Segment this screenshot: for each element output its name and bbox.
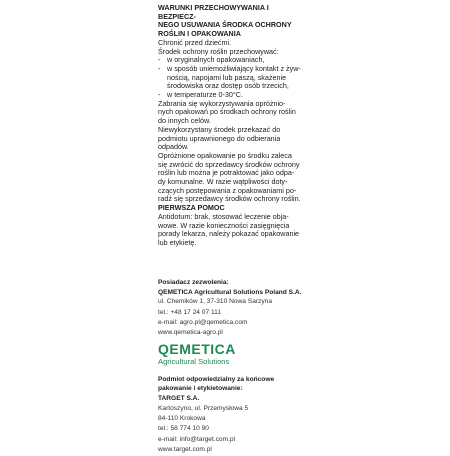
packer-email: e-mail: info@target.com.pl — [158, 435, 236, 443]
holder-email: e-mail: agro.pl@qemetica.com — [158, 319, 248, 326]
empty-packaging-line: roślin lub można je potraktować jako odpa- — [158, 168, 295, 178]
packer-address-line-2: 84-110 Krokowa — [158, 415, 206, 422]
list-item-text: w sposób uniemożliwiający kontakt z żyw- — [167, 63, 301, 73]
packer-company: TARGET S.A. — [158, 395, 200, 402]
packer-phone: tel.: 58 774 10 90 — [158, 425, 209, 433]
holder-website: www.qemetica-agro.pl — [158, 329, 223, 337]
list-item-continuation: nością, napojami lub paszą, skażenie — [167, 72, 287, 82]
empty-packaging-line: radź się sprzedawcy środków ochrony roślin. — [158, 194, 301, 204]
packer-label-line-2: pakowanie i etykietowanie: — [158, 385, 243, 393]
list-dash: - — [158, 90, 161, 100]
first-aid-line: wowe. W razie konieczności zasięgnięcia — [158, 220, 290, 230]
unused-product-line: odpadów. — [158, 142, 189, 152]
list-item-text: w oryginalnych opakowaniach, — [167, 55, 265, 65]
unused-product-line: Niewykorzystany środek przekazać do — [158, 124, 281, 134]
qemetica-logo-wordmark: QEMETICA — [158, 340, 236, 357]
packer-website: www.target.com.pl — [158, 446, 212, 454]
packer-address-line-1: Kartoszyno, ul. Przemysłowa 5 — [158, 404, 249, 412]
first-aid-line: Antidotum: brak, stosować leczenie obja- — [158, 211, 289, 221]
storage-section — [158, 4, 304, 248]
reuse-ban-line: do innych celów. — [158, 116, 211, 126]
holder-address: ul. Chemików 1, 37-310 Nowa Sarzyna — [158, 298, 272, 306]
empty-packaging-line: dy komunalne. W razie wątpliwości doty- — [158, 177, 288, 187]
packer-label-line-1: Podmiot odpowiedzialny za końcowe — [158, 375, 275, 383]
first-aid-line: lub etykietę. — [158, 237, 197, 247]
qemetica-logo-subtitle: Agricultural Solutions — [158, 356, 230, 366]
storage-heading-line-3: ROŚLIN I OPAKOWANIA — [158, 29, 241, 39]
unused-product-line: podmiotu uprawnionego do odbierania — [158, 133, 281, 143]
empty-packaging-line: się zwrócić do sprzedawcy środków ochrony — [158, 159, 300, 169]
holder-company: QEMETICA Agricultural Solutions Poland S.A. — [158, 288, 302, 296]
store-intro-text: Środek ochrony roślin przechowywać: — [158, 46, 279, 56]
storage-heading-line-1: WARUNKI PRZECHOWYWANIA I BEZPIECZ- — [158, 3, 269, 21]
reuse-ban-line: Zabrania się wykorzystywania opróżnio- — [158, 98, 286, 108]
empty-packaging-line: czących postępowania z opakowaniami po- — [158, 185, 297, 195]
keep-from-children-text: Chronić przed dziećmi. — [158, 37, 232, 47]
list-item-text: w temperaturze 0-30°C. — [167, 90, 243, 100]
list-dash: - — [158, 63, 161, 73]
first-aid-line: porady lekarza, należy pokazać opakowanie — [158, 229, 300, 239]
holder-phone: tel.: +48 17 24 07 111 — [158, 308, 221, 316]
list-dash: - — [158, 55, 161, 65]
empty-packaging-line: Opróżnione opakowanie po środku zaleca — [158, 150, 292, 160]
holder-label: Posiadacz zezwolenia: — [158, 279, 229, 286]
first-aid-heading: PIERWSZA POMOC — [158, 203, 225, 213]
reuse-ban-line: nych opakowań po środkach ochrony roślin — [158, 107, 296, 117]
list-item-continuation: środowiska oraz dostęp osób trzecich, — [167, 81, 289, 91]
storage-heading-line-2: NEGO USUWANIA ŚRODKA OCHRONY — [158, 20, 292, 30]
company-info — [158, 278, 328, 456]
qemetica-logo — [158, 342, 328, 356]
